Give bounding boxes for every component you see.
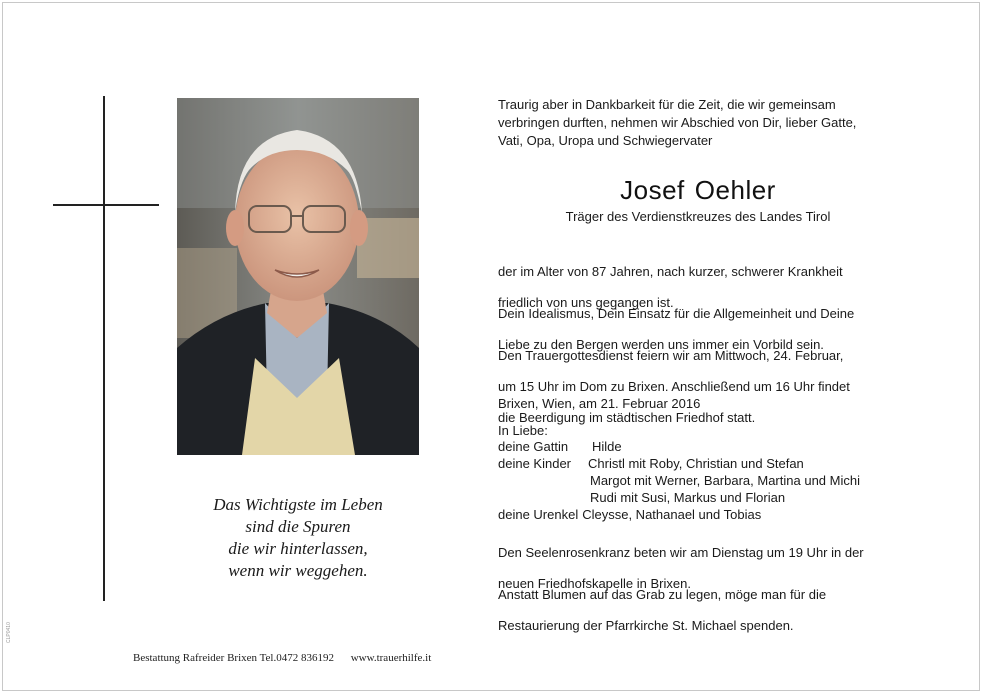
relation-label: deine Urenkel [498,507,579,522]
portrait-photo [177,98,419,455]
quote-line: Das Wichtigste im Leben [213,495,383,514]
family-row-wife [498,438,860,455]
in-love-heading: In Liebe: [498,423,548,438]
text-line: Traurig aber in Dankbarkeit für die Zeit, die wir gemeinsam [498,97,836,112]
text-line: Restaurierung der Pfarrkirche St. Michael spenden. [498,618,794,633]
relation-label: deine Kinder [498,456,571,471]
funeral-home-footer [133,652,431,664]
family-row-children [498,455,860,472]
family-row-children-cont [498,489,860,506]
text-line: Vati, Opa, Uropa und Schwiegervater [498,133,713,148]
relation-names: Rudi mit Susi, Markus und Florian [590,490,786,505]
text-line: neuen Friedhofskapelle in Brixen. [498,576,691,591]
text-line: Liebe zu den Bergen werden uns immer ein Vorbild sein. [498,337,824,352]
quote-line: sind die Spuren [245,517,351,536]
relation-names: Margot mit Werner, Barbara, Martina und Michi [590,473,860,488]
deceased-name [498,175,898,205]
funeral-home-website: www.trauerhilfe.it [350,652,432,664]
text-line: Den Trauergottesdienst feiern wir am Mittwoch, 24. Februar, [498,348,844,363]
obituary-card [2,2,980,691]
last-name: Oehler [694,175,776,205]
print-code: CLP0410 [6,622,12,643]
text-line: Anstatt Blumen auf das Grab zu legen, möge man für die [498,587,827,602]
family-row-great-grandchildren [498,506,860,523]
quote-line: die wir hinterlassen, [228,539,368,558]
flowers-text [498,573,898,648]
funeral-home-contact: Bestattung Rafreider Brixen Tel.0472 836192 [133,652,334,664]
portrait-illustration [177,98,419,455]
honor-line: Träger des Verdienstkreuzes des Landes Tirol [565,209,831,224]
family-list [498,438,860,523]
text-line: Den Seelenrosenkranz beten wir am Dienstag um 19 Uhr in der [498,545,864,560]
relation-label: deine Gattin [498,439,569,454]
quote-line: wenn wir weggehen. [228,561,368,580]
intro-text [498,96,898,150]
cross-vertical-bar [103,96,105,601]
memorial-quote [153,494,443,582]
text-line: Dein Idealismus, Dein Einsatz für die Allgemeinheit und Deine [498,306,855,321]
cross-horizontal-bar [53,204,159,206]
first-name: Josef [620,175,685,205]
place-date: Brixen, Wien, am 21. Februar 2016 [498,396,701,411]
text-line: die Beerdigung im städtischen Friedhof statt. [498,410,756,425]
text-line: der im Alter von 87 Jahren, nach kurzer, schwerer Krankheit [498,264,843,279]
text-line: verbringen durften, nehmen wir Abschied von Dir, lieber Gatte, [498,115,857,130]
text-line: um 15 Uhr im Dom zu Brixen. Anschließend um 16 Uhr findet [498,379,850,394]
family-row-children-cont [498,472,860,489]
relation-names: Christl mit Roby, Christian und Stefan [588,456,804,471]
relation-names: Hilde [592,439,622,454]
text-line: friedlich von uns gegangen ist. [498,295,674,310]
relation-names: Cleysse, Nathanael und Tobias [582,507,762,522]
